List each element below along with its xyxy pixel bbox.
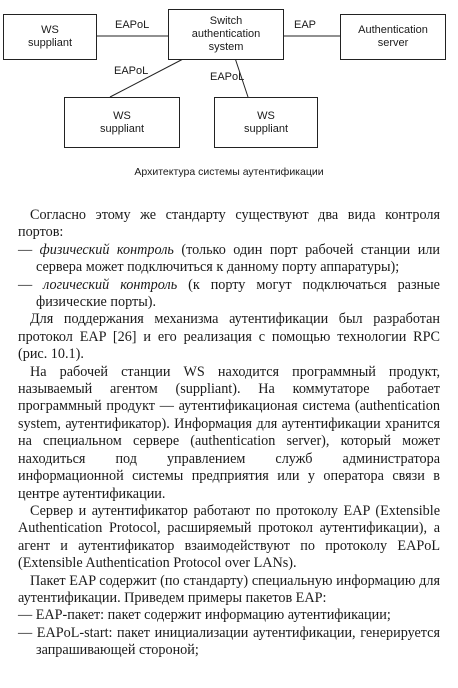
body-text xyxy=(18,207,440,660)
paragraph: На рабочей станции WS находится программный продукт, называемый агентом (suppliant). На коммутаторе работает программный продукт — аутентификационая система (authentication system, аутентификатор). Информация для аутентификации хранится на специальном сервере (authentication server), который может находиться под управлением служб администратора информационной системы предприятия или у оператора связи в центре аутентификации. xyxy=(18,363,440,502)
paragraph: Сервер и аутентификатор работают по протоколу EAP (Extensible Authentication Protocol, расширяемый протокол аутентификации), а агент и аутентификатор взаимодействуют по протоколу EAPoL (Extensible Authentication Protocol over LANs). xyxy=(18,502,440,572)
node-label-line: Switch xyxy=(209,15,243,27)
edge-label-eapol: EAPoL xyxy=(210,71,245,83)
figure-caption: Архитектура системы аутентификации xyxy=(134,166,324,178)
edge-label-eapol: EAPoL xyxy=(115,19,150,31)
list-item xyxy=(18,277,440,312)
edge-label-eapol: EAPoL xyxy=(114,65,149,77)
node-ws-suppliant-top xyxy=(3,14,97,60)
node-label-line: WS xyxy=(257,109,275,122)
paragraph: Для поддержания механизма аутентификации был разработан протокол EAP [26] и его реализация с помощью технологии RPC (рис. 10.1). xyxy=(18,311,440,363)
list-item-text: (к порту могут подключаться разные физические порты). xyxy=(36,276,440,311)
dash-marker: — xyxy=(18,241,33,258)
node-label-line: suppliant xyxy=(99,122,145,135)
list-item xyxy=(18,625,440,660)
edge-switch-ws-left xyxy=(110,58,185,97)
node-ws-suppliant-right xyxy=(214,97,318,148)
dash-marker: — xyxy=(18,607,33,624)
dash-marker: — xyxy=(18,276,33,293)
emphasis-term: логический контроль xyxy=(43,276,178,293)
list-item-text: (только один порт рабочей станции или сервера может подключиться к данному порту аппаратуры); xyxy=(36,241,440,276)
dash-marker: — xyxy=(18,624,33,641)
node-label-line: suppliant xyxy=(27,37,73,49)
node-label-line: suppliant xyxy=(243,122,289,135)
paragraph: Согласно этому же стандарту существуют два вида контроля портов: xyxy=(18,207,440,241)
node-ws-suppliant-left xyxy=(64,97,180,148)
node-switch-authentication-system xyxy=(168,9,284,60)
edge-label-eap: EAP xyxy=(294,19,317,31)
node-label-line: Authentication xyxy=(358,24,428,36)
list-item xyxy=(18,242,440,277)
paragraph: Пакет EAP содержит (по стандарту) специальную информацию для аутентификации. Приведем примеры пакетов EAP: xyxy=(18,572,440,606)
list-item xyxy=(18,607,440,624)
authentication-architecture-diagram xyxy=(0,0,458,190)
node-label-line: WS xyxy=(113,109,131,122)
node-label-line: server xyxy=(377,37,409,49)
list-item-text: EAP-пакет: пакет содержит информацию аутентификации; xyxy=(35,607,391,624)
list-item-text: EAPoL-start: пакет инициализации аутентификации, генерируется запрашивающей стороной; xyxy=(36,624,440,659)
node-label-line: WS xyxy=(41,24,59,36)
node-authentication-server xyxy=(340,14,446,60)
node-label-line: authentication xyxy=(191,28,261,40)
emphasis-term: физический контроль xyxy=(39,241,174,258)
node-label-line: system xyxy=(208,41,244,53)
